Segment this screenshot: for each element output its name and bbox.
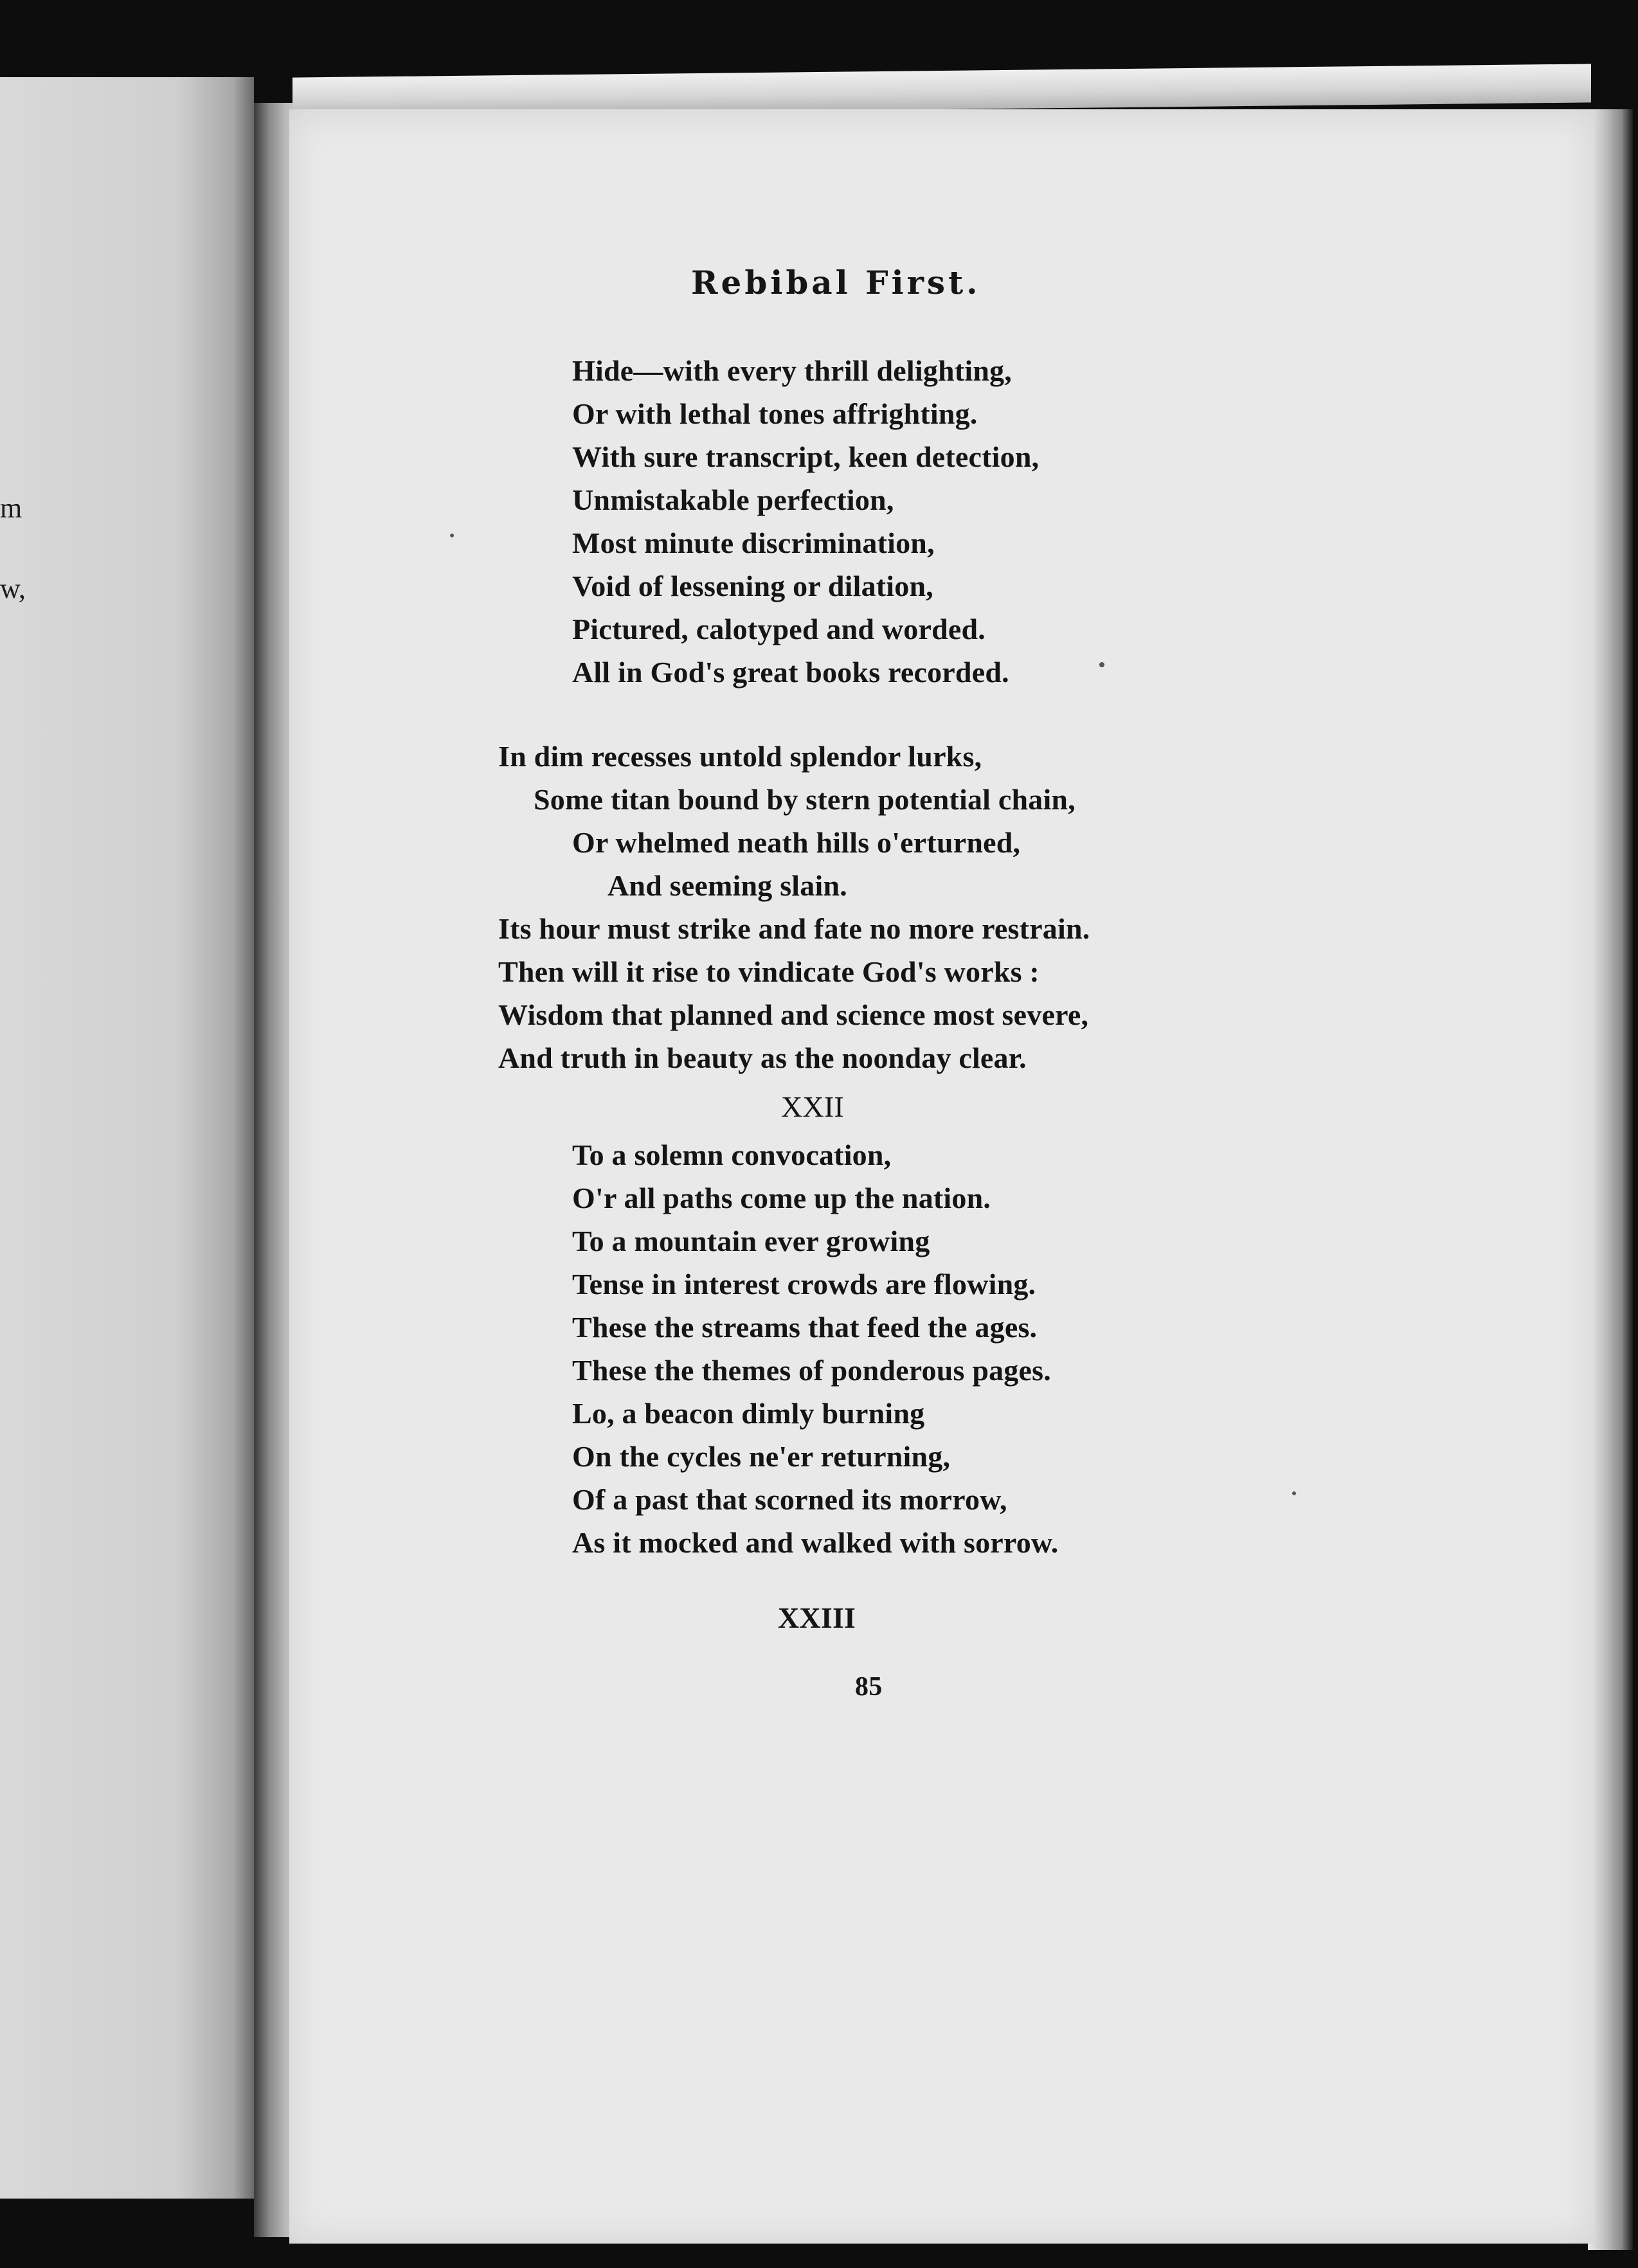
right-page — [289, 109, 1594, 2244]
page-stack-right-edge — [1588, 109, 1633, 2250]
poem-line: Hide—with every thrill delighting, — [572, 354, 1012, 387]
left-facing-page — [0, 77, 254, 2199]
poem-line: With sure transcript, keen detection, — [572, 440, 1040, 473]
running-head: Rebibal First. — [691, 264, 981, 302]
poem-line: And seeming slain. — [608, 869, 847, 902]
poem-line: In dim recesses untold splendor lurks, — [498, 740, 982, 773]
poem-line: These the themes of ponderous pages. — [572, 1354, 1051, 1387]
poem-line: Its hour must strike and fate no more restrain. — [498, 912, 1090, 945]
left-page-fragment: w, — [0, 573, 26, 604]
poem-line: To a mountain ever growing — [572, 1225, 930, 1257]
poem-line: Or whelmed neath hills o'erturned, — [572, 826, 1021, 859]
poem-line: Lo, a beacon dimly burning — [572, 1397, 925, 1430]
left-page-fragment: m — [0, 492, 22, 524]
poem-line: All in God's great books recorded. — [572, 656, 1009, 688]
poem-line: O'r all paths come up the nation. — [572, 1182, 991, 1214]
section-number: XXIII — [778, 1601, 856, 1634]
poem-line: Of a past that scorned its morrow, — [572, 1483, 1007, 1516]
poem-line: Some titan bound by stern potential chain, — [534, 783, 1076, 816]
poem-line: Then will it rise to vindicate God's works : — [498, 955, 1040, 988]
poem-line: Or with lethal tones affrighting. — [572, 397, 978, 430]
poem-line: Wisdom that planned and science most severe, — [498, 998, 1089, 1031]
poem-line: Most minute discrimination, — [572, 526, 935, 559]
page-stack-top-edge — [292, 64, 1591, 116]
poem-line: And truth in beauty as the noonday clear. — [498, 1041, 1027, 1074]
poem-line: Tense in interest crowds are flowing. — [572, 1268, 1036, 1300]
poem-line: These the streams that feed the ages. — [572, 1311, 1038, 1344]
poem-line: As it mocked and walked with sorrow. — [572, 1526, 1059, 1559]
scan-speck — [450, 534, 454, 537]
poem-line: Void of lessening or dilation, — [572, 570, 933, 602]
page-number: 85 — [855, 1672, 883, 1702]
poem-line: Unmistakable perfection, — [572, 483, 894, 516]
section-number: XXII — [781, 1090, 844, 1123]
scan-speck — [1099, 662, 1104, 667]
poem-line: Pictured, calotyped and worded. — [572, 613, 986, 645]
poem-line: On the cycles ne'er returning, — [572, 1440, 951, 1473]
poem-line: To a solemn convocation, — [572, 1138, 892, 1171]
scan-speck — [1292, 1491, 1296, 1495]
